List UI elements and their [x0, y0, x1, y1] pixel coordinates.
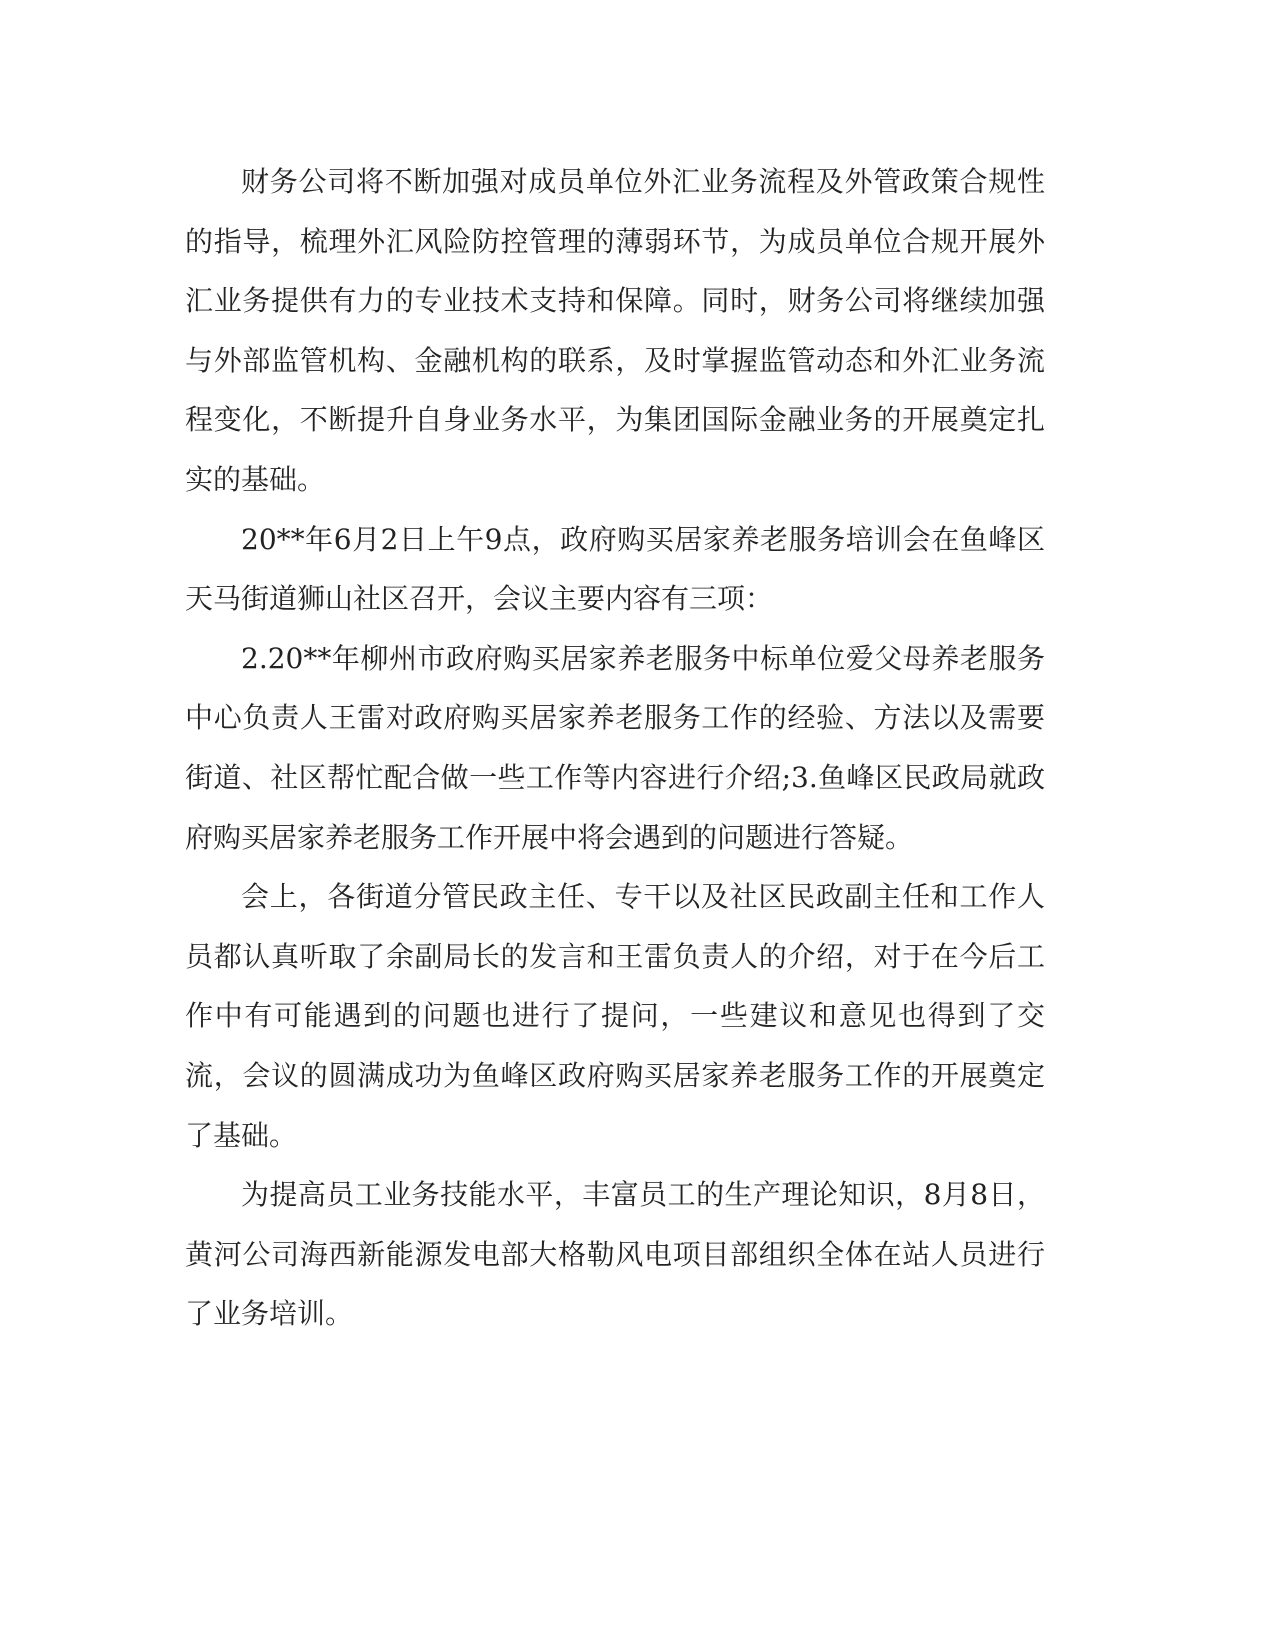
paragraph-meeting-items: 2.20**年柳州市政府购买居家养老服务中标单位爱父母养老服务中心负责人王雷对政府购买居家养老服务工作的经验、方法以及需要街道、社区帮忙配合做一些工作等内容进行介绍;3.鱼峰区民政局就政府购买居家养老服务工作开展中将会遇到的问题进行答疑。 [185, 641, 1045, 854]
paragraph-staff-training: 为提高员工业务技能水平，丰富员工的生产理论知识，8月8日，黄河公司海西新能源发电部大格勒风电项目部组织全体在站人员进行了业务培训。 [185, 1178, 1045, 1331]
paragraph-training-meeting: 20**年6月2日上午9点，政府购买居家养老服务培训会在鱼峰区天马街道狮山社区召开，会议主要内容有三项： [185, 522, 1045, 616]
paragraph-finance-company: 财务公司将不断加强对成员单位外汇业务流程及外管政策合规性的指导，梳理外汇风险防控管理的薄弱环节，为成员单位合规开展外汇业务提供有力的专业技术支持和保障。同时，财务公司将继续加强与外部监管机构、金融机构的联系，及时掌握监管动态和外汇业务流程变化，不断提升自身业务水平，为集团国际金融业务的开展奠定扎实的基础。 [185, 165, 1045, 496]
document-body [185, 152, 1045, 1344]
paragraph-meeting-summary: 会上，各街道分管民政主任、专干以及社区民政副主任和工作人员都认真听取了余副局长的发言和王雷负责人的介绍，对于在今后工作中有可能遇到的问题也进行了提问，一些建议和意见也得到了交流，会议的圆满成功为鱼峰区政府购买居家养老服务工作的开展奠定了基础。 [185, 880, 1045, 1152]
